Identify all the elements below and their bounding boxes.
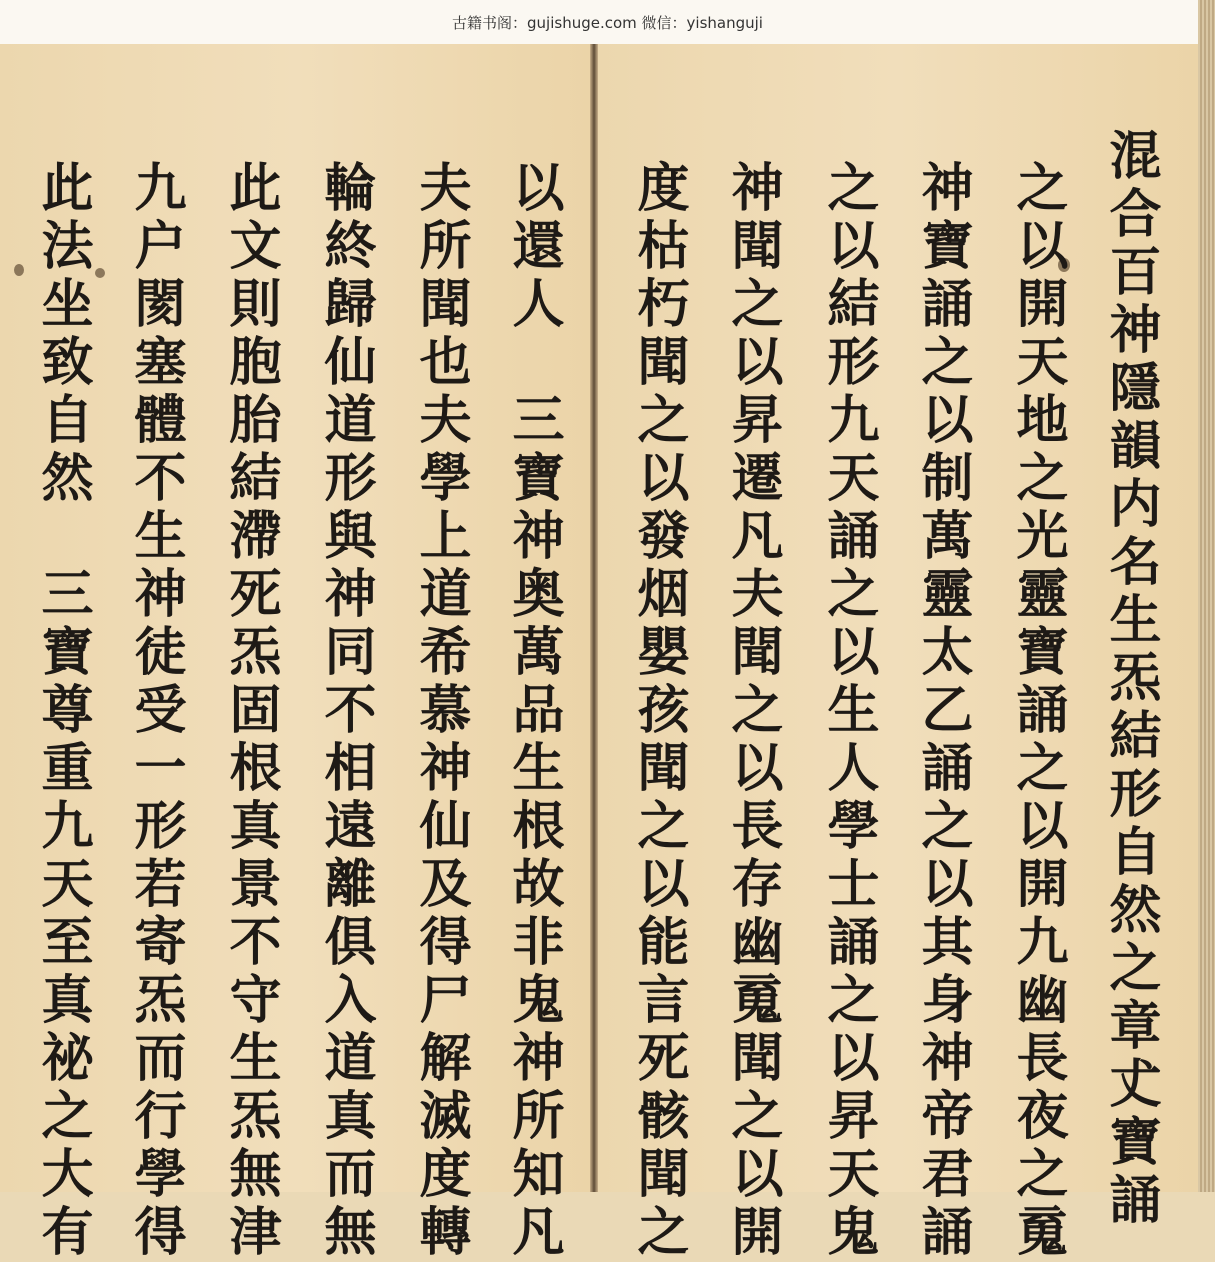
text-column-right-1: 混合百神隱韻内名生炁結形自然之章𠀋寶誦: [1100, 128, 1161, 1230]
watermark-text: 古籍书阁：gujishuge.com 微信：yishanguji: [452, 13, 763, 32]
text-column-left-5: 九户閡塞體不生神徒受一形若寄炁而行學得: [125, 160, 186, 1262]
ink-stain: [95, 268, 105, 278]
text-column-left-4: 此文則胞胎結滯死炁固根真景不守生炁無津: [220, 160, 281, 1262]
text-column-right-2: 之以開天地之光靈寶誦之以開九幽長夜之䰟: [1007, 160, 1068, 1262]
text-column-right-4: 之以結形九天誦之以生人學士誦之以昇天鬼: [818, 160, 879, 1262]
site-watermark-header: [0, 0, 1215, 44]
text-column-right-5: 神聞之以昇遷凡夫聞之以長存幽䰟聞之以開: [722, 160, 783, 1262]
page-edge: [1198, 0, 1215, 1192]
text-column-left-1: 以還人 三寶神奥萬品生根故非鬼神所知凡: [503, 160, 564, 1262]
text-column-right-6: 度枯朽聞之以發烟嬰孩聞之以能言死骸聞之: [628, 160, 689, 1262]
text-column-left-6: 此法坐致自然 三寶尊重九天至真祕之大有: [32, 160, 93, 1262]
ink-stain: [14, 264, 24, 276]
text-column-right-3: 神寶誦之以制萬靈太乙誦之以其身神帝君誦: [912, 160, 973, 1262]
text-column-left-3: 輪終歸仙道形與神同不相遠離俱入道真而無: [315, 160, 376, 1262]
book-spine: [590, 44, 598, 1192]
text-column-left-2: 夫所聞也夫學上道希慕神仙及得尸解滅度轉: [410, 160, 471, 1262]
